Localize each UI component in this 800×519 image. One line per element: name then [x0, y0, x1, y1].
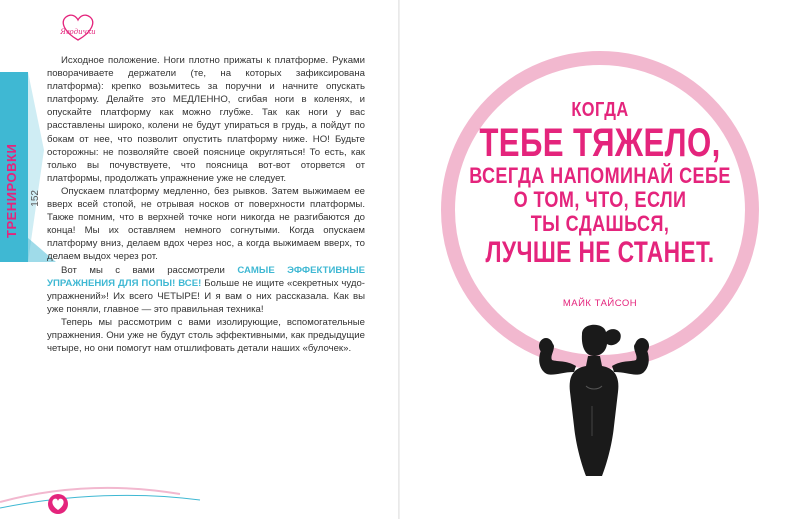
quote-line-4: О ТОМ, ЧТО, ЕСЛИ	[513, 187, 687, 212]
quote-line-3: ВСЕГДА НАПОМИНАЙ СЕБЕ	[469, 163, 731, 188]
paragraph-3-end: Больше не ищите «секретных чудо-упражнений»! Их всего ЧЕТЫРЕ! И я вам о них рассказала. Как вы уже поняли, главное — это правильная техника!	[47, 277, 365, 315]
flexing-woman-silhouette-icon	[530, 316, 658, 476]
highlight-text: САМЫЕ ЭФФЕКТИВНЫЕ УПРАЖНЕНИЯ ДЛЯ ПОПЫ! ВСЕ!	[47, 264, 365, 289]
paragraph-4: Теперь мы рассмотрим с вами изолирующие, вспомогательные упражнения. Они уже не будут столь эффективными, как предыдущие четыре, но они помогут нам отшлифовать детали наших «булочек».	[47, 316, 365, 355]
quote-line-6: ЛУЧШЕ НЕ СТАНЕТ.	[485, 236, 715, 269]
quote-line-5: ТЫ СДАШЬСЯ,	[530, 211, 670, 236]
brand-logo-icon	[56, 10, 100, 46]
motivational-quote	[440, 98, 760, 270]
page-number: 152	[30, 190, 41, 207]
svg-text:Ягодички: Ягодички	[60, 28, 96, 36]
paragraph-3-start: Вот мы с вами рассмотрели	[61, 264, 238, 276]
quote-line-2: ТЕБЕ ТЯЖЕЛО,	[479, 121, 721, 165]
quote-author: МАЙК ТАЙСОН	[562, 298, 638, 309]
bottom-decoration	[0, 480, 400, 519]
section-label: ТРЕНИРОВКИ	[4, 143, 19, 238]
paragraph-1: Исходное положение. Ноги плотно прижаты к платформе. Руками поворачиваете держатели (те, на которых зафиксирована платформа): крепко возьмитесь за поручни и начните опускать платформу. Делайте это МЕДЛЕННО, сгибая ноги в коленях, и опускайте платформу как можно глубже. Так как ноги у вас расставлены широко, колени не будут упираться в грудь, а пойдут по бокам от нее, что позволит опустить платформу ниже. НО! Будьте осторожны: не позволяйте своей пояснице округляться! То есть, как только вы почувствуете, что поясница вот-вот оторвется от платформы, продолжать упражнение уже не следует.	[47, 55, 365, 184]
paragraph-3	[47, 264, 365, 316]
quote-line-1: КОГДА	[571, 99, 629, 121]
body-text	[47, 54, 365, 355]
paragraph-2: Опускаем платформу медленно, без рывков. Затем выжимаем ее вверх всей стопой, не отрывая носков от поверхности платформы. Также помним, что в верхней точке ноги никогда не разгибаются до конца! Мы их оставляем немного согнутыми. Когда опускаем платформу вниз, делаем вдох через нос, а когда выжимаем вверх, то делаем выдох через рот.	[47, 185, 365, 263]
